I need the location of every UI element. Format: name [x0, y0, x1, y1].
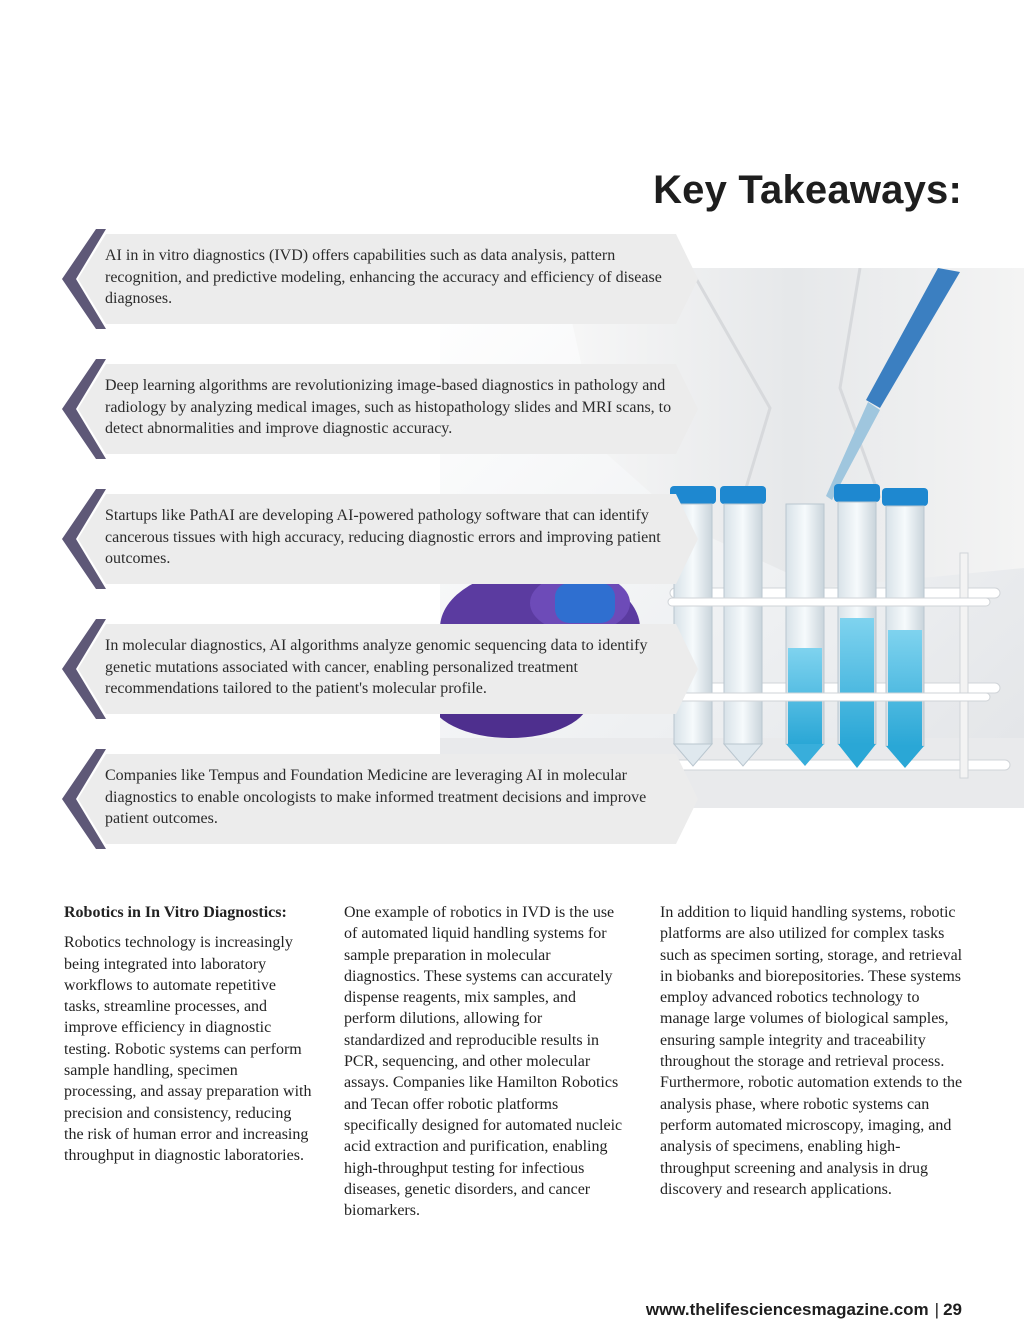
takeaway-text: Deep learning algorithms are revolutionizing image-based diagnostics in pathology and radiology by analyzing medical images, such as histopathology slides and MRI scans, to detect abnormalities and improve diagnostic accuracy. [105, 377, 672, 437]
takeaway-item [62, 355, 702, 463]
takeaway-text: In molecular diagnostics, AI algorithms analyze genomic sequencing data to identify genetic mutations associated with cancer, enabling personalized treatment recommendations tailored to the patient's molecular profile. [105, 637, 648, 697]
article-column-2 [344, 902, 626, 1221]
article-paragraph: In addition to liquid handling systems, robotic platforms are also utilized for complex tasks such as specimen sorting, storage, and retrieval in biobanks and biorepositories. These systems employ advanced robotics technology to manage large volumes of biological samples, ensuring sample integrity and traceability throughout the storage and retrieval process. Furthermore, robotic automation extends to the analysis phase, where robotic systems can perform automated microscopy, imaging, and analysis of specimens, enabling high-throughput screening and analysis in drug discovery and research applications. [660, 904, 963, 1198]
takeaway-text: AI in in vitro diagnostics (IVD) offers capabilities such as data analysis, pattern recognition, and predictive modeling, enhancing the accuracy and efficiency of disease diagnoses. [105, 247, 662, 307]
takeaway-item [62, 745, 702, 853]
footer-separator: | [934, 1300, 940, 1319]
article-paragraph: Robotics technology is increasingly being integrated into laboratory workflows to automate repetitive tasks, streamline processes, and improve efficiency in diagnostic testing. Robotic systems can perform sample handling, specimen processing, and assay preparation with precision and consistency, reducing the risk of human error and increasing throughput in diagnostic laboratories. [64, 934, 312, 1165]
takeaway-item [62, 485, 702, 593]
article-paragraph: One example of robotics in IVD is the use of automated liquid handling systems for sample preparation in molecular diagnostics. These systems can accurately dispense reagents, mix samples, and perform dilutions, allowing for standardized and reproducible results in PCR, sequencing, and other molecular assays. Companies like Hamilton Robotics and Tecan offer robotic platforms specifically designed for automated nucleic acid extraction and purification, enabling high-throughput testing for infectious diseases, genetic disorders, and cancer biomarkers. [344, 904, 623, 1220]
page-title: Key Takeaways: [653, 168, 962, 212]
section-heading: Robotics in In Vitro Diagnostics: [64, 904, 287, 921]
page-number: 29 [943, 1300, 962, 1319]
takeaway-item [62, 225, 702, 333]
takeaway-text: Companies like Tempus and Foundation Medicine are leveraging AI in molecular diagnostics to enable oncologists to make informed treatment decisions and improve patient outcomes. [105, 767, 647, 827]
page-footer [646, 1300, 962, 1320]
takeaway-text: Startups like PathAI are developing AI-powered pathology software that can identify cancerous tissues with high accuracy, reducing diagnostic errors and improving patient outcomes. [105, 507, 661, 567]
article-column-3 [660, 902, 964, 1200]
takeaway-item [62, 615, 702, 723]
article-column-1 [64, 902, 314, 1167]
magazine-url[interactable]: www.thelifesciencesmagazine.com [645, 1300, 929, 1319]
